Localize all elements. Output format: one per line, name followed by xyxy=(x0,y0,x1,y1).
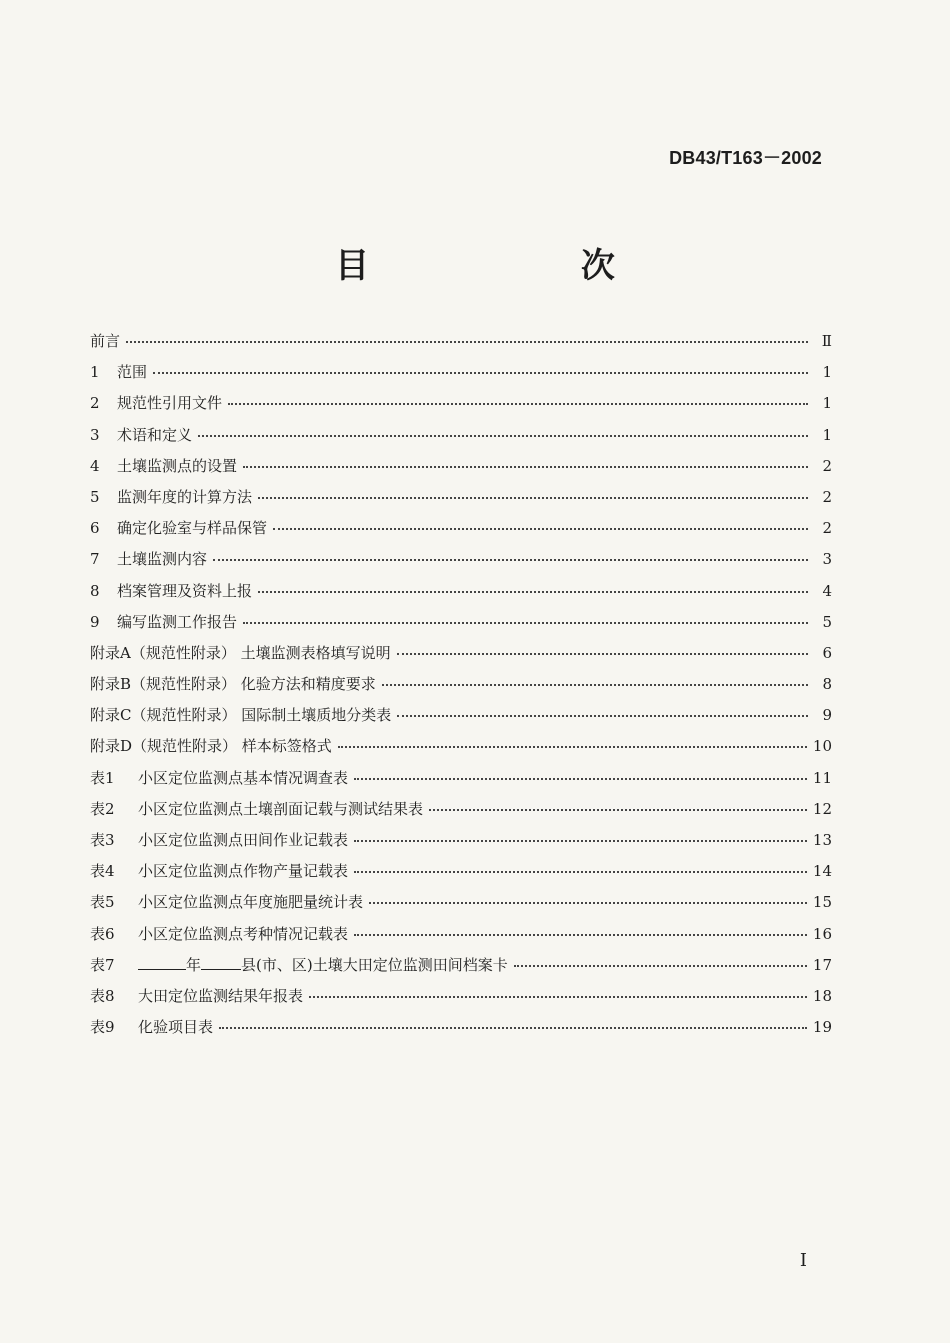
toc-entry-table-6[interactable] xyxy=(90,923,832,954)
toc-list xyxy=(90,330,832,1047)
toc-entry-label: 表9 化验项目表 xyxy=(90,1018,214,1037)
leader-dots xyxy=(126,341,808,343)
toc-entry-label: 附录A（规范性附录） 土壤监测表格填写说明 xyxy=(90,643,391,662)
toc-page-number: 8 xyxy=(822,675,832,694)
toc-page-number: 14 xyxy=(812,862,832,881)
toc-entry-appendix-d[interactable] xyxy=(90,735,832,766)
leader-dots xyxy=(397,715,808,717)
toc-entry-appendix-a[interactable] xyxy=(90,642,832,673)
leader-dots xyxy=(273,528,808,530)
leader-dots xyxy=(338,746,807,748)
toc-entry-label: 表8 大田定位监测结果年报表 xyxy=(90,986,304,1005)
toc-entry-table-2[interactable] xyxy=(90,798,832,829)
leader-dots xyxy=(354,840,807,842)
toc-entry-table-4[interactable] xyxy=(90,860,832,891)
toc-entry-label: 表5 小区定位监测点年度施肥量统计表 xyxy=(90,893,364,912)
toc-page-number: Ⅱ xyxy=(821,332,832,350)
toc-entry-7[interactable] xyxy=(90,548,832,579)
page-title: 目 次 xyxy=(335,246,715,286)
toc-entry-label: 7 土壤监测内容 xyxy=(90,550,208,569)
leader-dots xyxy=(354,934,807,936)
toc-entry-label: 表6 小区定位监测点考种情况记载表 xyxy=(90,924,349,943)
toc-page-number: 6 xyxy=(822,643,832,662)
toc-entry-table-8[interactable] xyxy=(90,985,832,1016)
toc-entry-4[interactable] xyxy=(90,455,832,486)
leader-dots xyxy=(243,622,808,624)
toc-entry-table-3[interactable] xyxy=(90,829,832,860)
toc-entry-label: 6 确定化验室与样品保管 xyxy=(90,519,268,538)
leader-dots xyxy=(309,996,807,998)
toc-entry-label: 表4 小区定位监测点作物产量记载表 xyxy=(90,862,349,881)
leader-dots xyxy=(514,965,807,967)
toc-page-number: 3 xyxy=(822,550,832,569)
leader-dots xyxy=(198,435,808,437)
toc-page-number: 1 xyxy=(822,394,832,413)
toc-page-number: 16 xyxy=(812,924,832,943)
toc-entry-label: 表2 小区定位监测点土壤剖面记载与测试结果表 xyxy=(90,799,424,818)
toc-entry-label: 8 档案管理及资料上报 xyxy=(90,581,253,600)
toc-entry-6[interactable] xyxy=(90,517,832,548)
toc-page-number: 17 xyxy=(812,955,832,974)
toc-entry-appendix-b[interactable] xyxy=(90,673,832,704)
toc-entry-label: 5 监测年度的计算方法 xyxy=(90,487,253,506)
toc-page-number: 15 xyxy=(812,893,832,912)
toc-entry-label: 3 术语和定义 xyxy=(90,425,193,444)
toc-entry-9[interactable] xyxy=(90,611,832,642)
toc-page-number: 9 xyxy=(822,706,832,725)
toc-entry-label: 表1 小区定位监测点基本情况调查表 xyxy=(90,768,349,787)
toc-entry-table-5[interactable] xyxy=(90,891,832,922)
toc-entry-table-7[interactable] xyxy=(90,954,832,985)
toc-entry-3[interactable] xyxy=(90,424,832,455)
toc-entry-label: 2 规范性引用文件 xyxy=(90,394,223,413)
toc-entry-label: 1 范围 xyxy=(90,363,148,382)
toc-entry-1[interactable] xyxy=(90,361,832,392)
leader-dots xyxy=(213,559,808,561)
toc-page-number: 13 xyxy=(812,831,832,849)
toc-entry-5[interactable] xyxy=(90,486,832,517)
fill-in-blank xyxy=(201,957,241,970)
toc-page-number: 1 xyxy=(822,363,832,382)
toc-entry-label: 9 编写监测工作报告 xyxy=(90,612,238,631)
leader-dots xyxy=(354,778,807,780)
leader-dots xyxy=(397,653,808,655)
leader-dots xyxy=(382,684,808,686)
toc-entry-8[interactable] xyxy=(90,580,832,611)
leader-dots xyxy=(258,591,808,593)
leader-dots xyxy=(369,902,807,904)
page-number: I xyxy=(799,1250,807,1271)
toc-entry-table-9[interactable] xyxy=(90,1016,832,1047)
toc-entry-label: 表3 小区定位监测点田间作业记载表 xyxy=(90,831,349,849)
toc-entry-label: 附录C（规范性附录） 国际制土壤质地分类表 xyxy=(90,706,392,725)
toc-page-number: 2 xyxy=(822,519,832,538)
toc-entry-foreword[interactable] xyxy=(90,330,832,361)
toc-page-number: 18 xyxy=(812,986,832,1005)
toc-entry-label: 前言 xyxy=(90,332,121,350)
toc-page-number: 2 xyxy=(822,456,832,475)
leader-dots xyxy=(219,1027,807,1029)
leader-dots xyxy=(243,466,808,468)
toc-page-number: 10 xyxy=(812,737,832,756)
toc-entry-label: 表7 年 县(市、区)土壤大田定位监测田间档案卡 xyxy=(90,955,508,974)
toc-entry-table-1[interactable] xyxy=(90,767,832,798)
leader-dots xyxy=(258,497,808,499)
toc-page-number: 5 xyxy=(822,612,832,631)
toc-entry-2[interactable] xyxy=(90,392,832,423)
document-code: DB43/T163－2002 xyxy=(669,148,822,168)
toc-entry-label: 附录B（规范性附录） 化验方法和精度要求 xyxy=(90,675,376,694)
toc-entry-label: 附录D（规范性附录） 样本标签格式 xyxy=(90,737,332,756)
toc-page-number: 12 xyxy=(812,799,832,818)
leader-dots xyxy=(354,871,807,873)
toc-page-number: 2 xyxy=(822,487,832,506)
toc-entry-appendix-c[interactable] xyxy=(90,704,832,735)
toc-page-number: 11 xyxy=(812,768,832,787)
toc-entry-label: 4 土壤监测点的设置 xyxy=(90,456,238,475)
leader-dots xyxy=(429,809,807,811)
leader-dots xyxy=(228,403,808,405)
fill-in-blank xyxy=(138,957,186,970)
leader-dots xyxy=(153,372,808,374)
toc-page-number: 19 xyxy=(812,1018,832,1037)
toc-page-number: 4 xyxy=(822,581,832,600)
toc-page-number: 1 xyxy=(822,425,832,444)
